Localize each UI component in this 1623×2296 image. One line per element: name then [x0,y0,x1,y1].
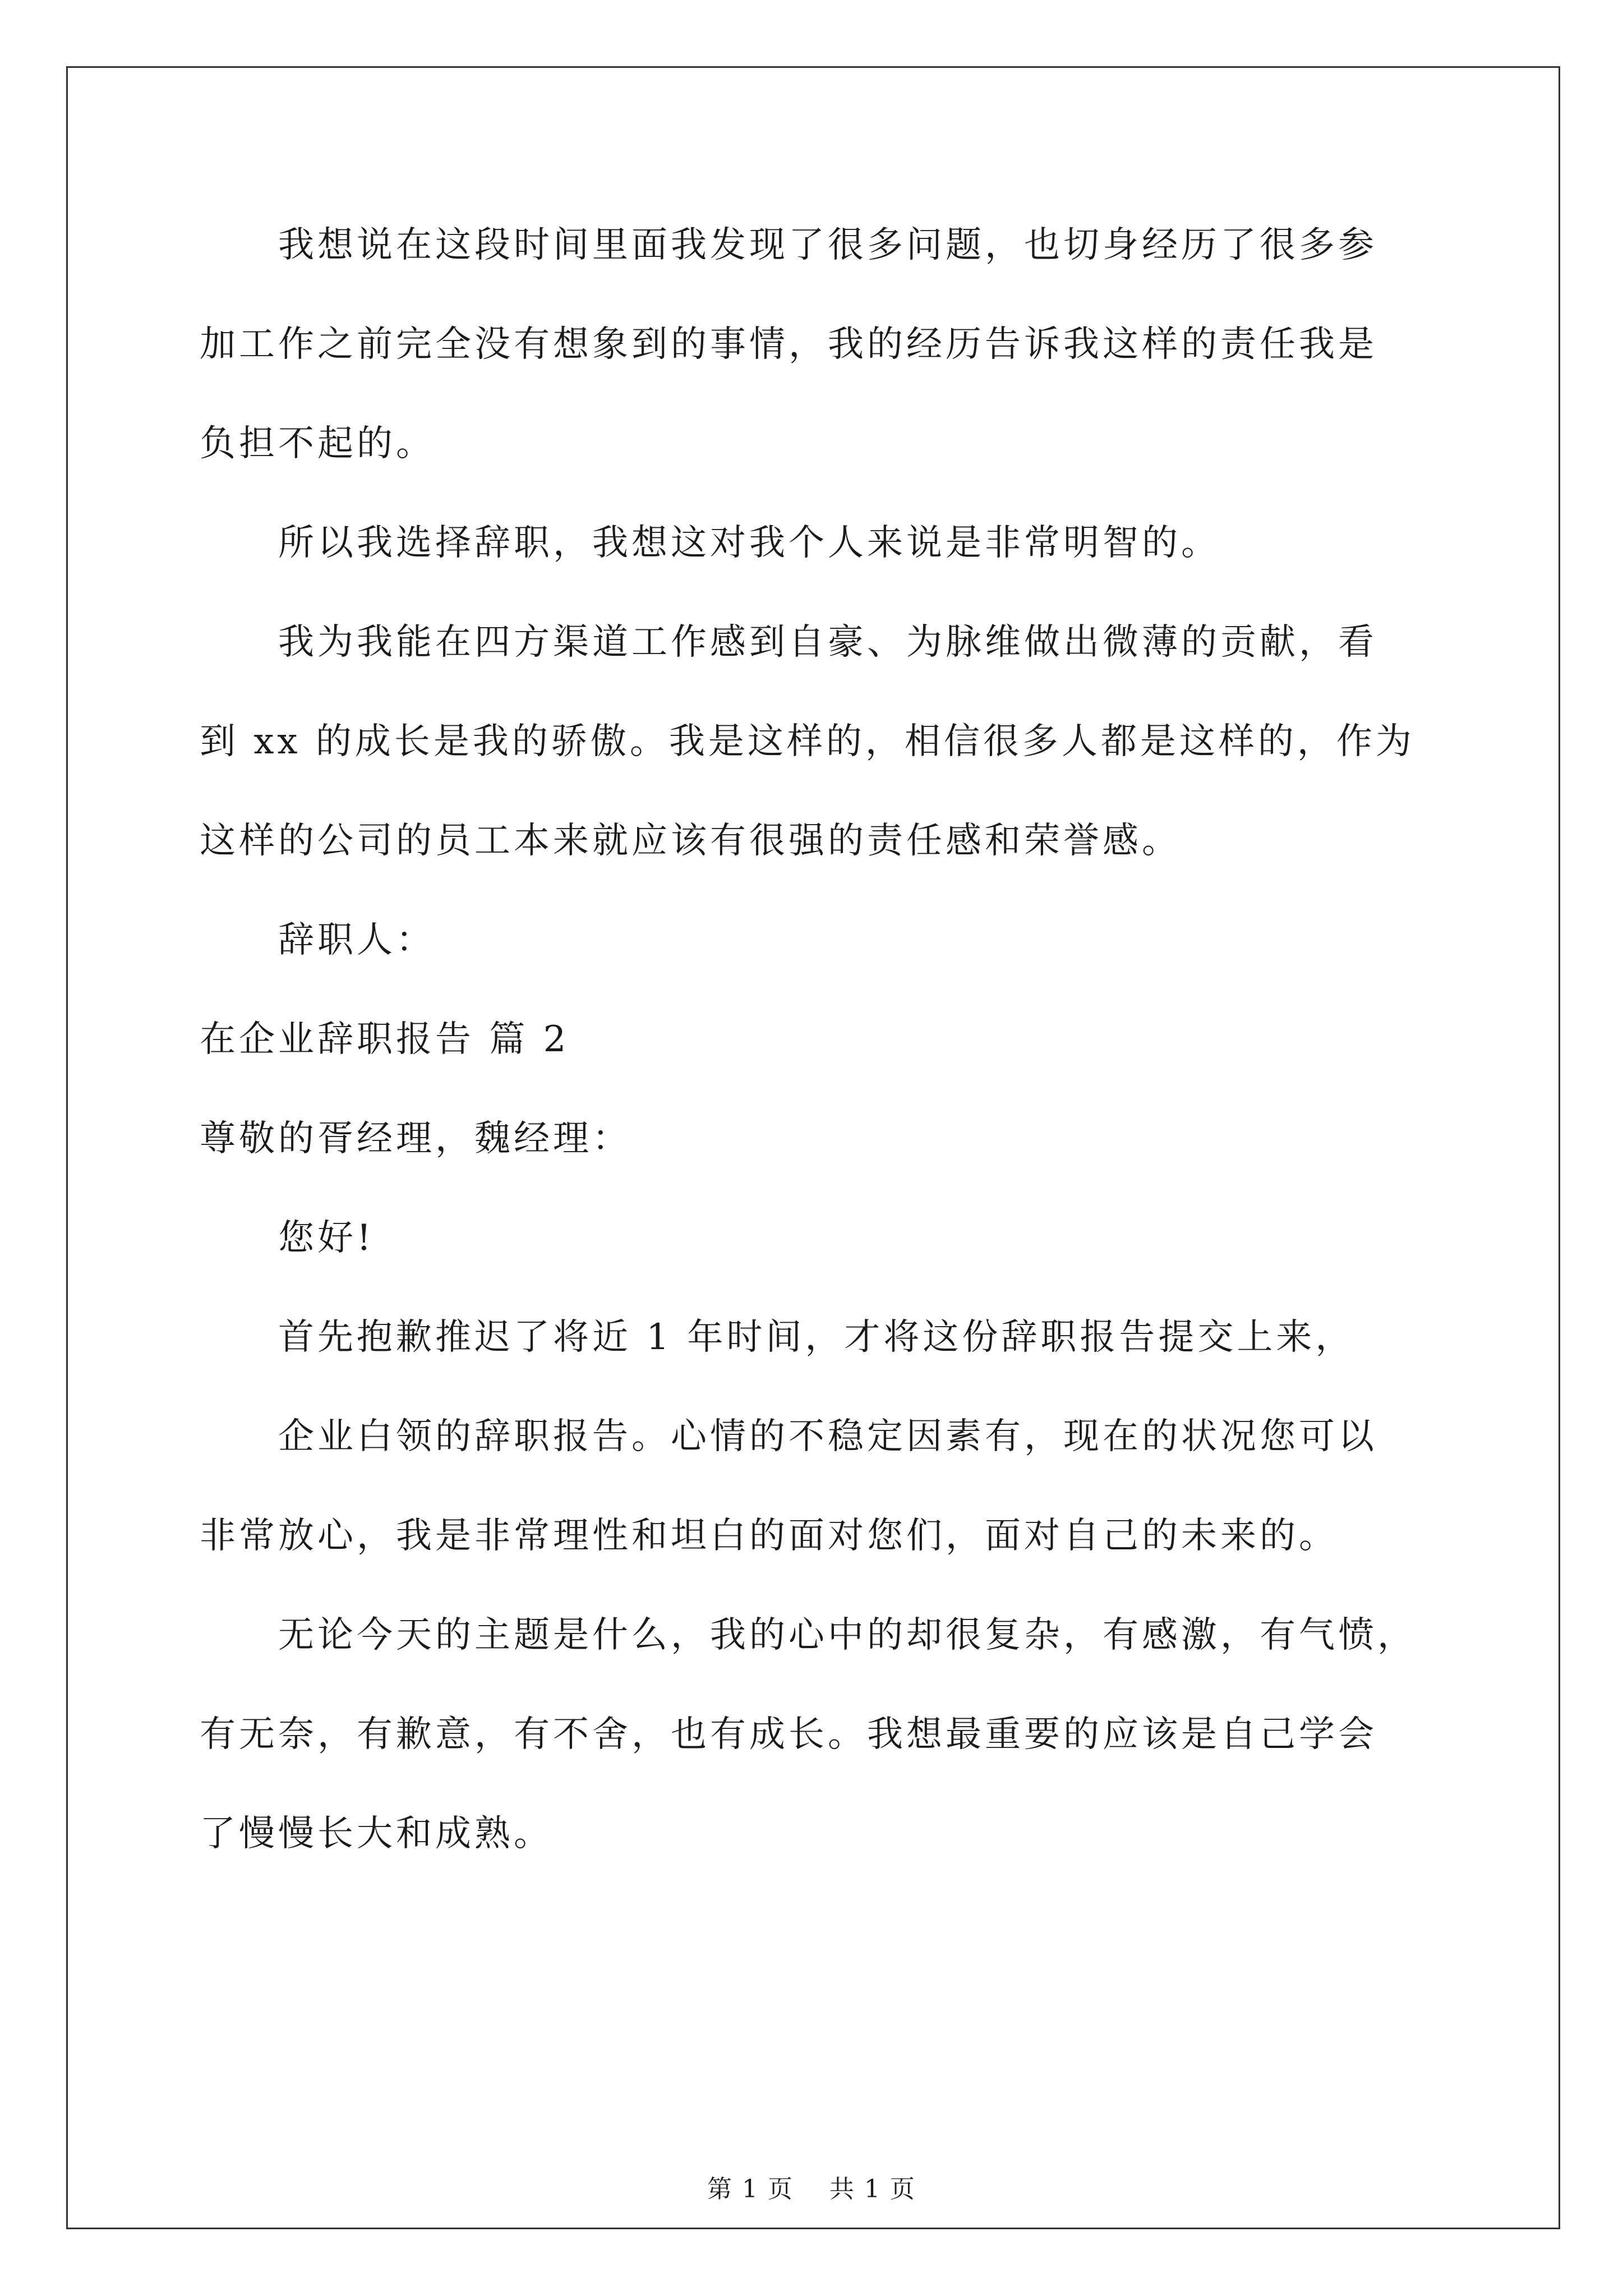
body-line-16: 有无奈，有歉意，有不舍，也有成长。我想最重要的应该是自己学会 [200,1714,1377,1755]
body-line-7: 这样的公司的员工本来就应该有很强的责任感和荣誉感。 [200,820,1181,862]
body-line-5: 我为我能在四方渠道工作感到自豪、为脉维做出微薄的贡献，看 [200,622,1377,663]
salutation: 尊敬的胥经理，魏经理： [200,1118,631,1159]
body-line-12: 首先抱歉推迟了将近 1 年时间，才将这份辞职报告提交上来， [200,1317,1355,1358]
body-line-17: 了慢慢长大和成熟。 [200,1813,553,1855]
body-line-14: 非常放心，我是非常理性和坦白的面对您们，面对自己的未来的。 [200,1515,1338,1557]
body-line-4: 所以我选择辞职，我想这对我个人来说是非常明智的。 [200,522,1220,564]
signature-label: 辞职人： [200,919,435,961]
body-line-6: 到 xx 的成长是我的骄傲。我是这样的，相信很多人都是这样的，作为 [200,721,1415,762]
greeting: 您好! [200,1217,375,1259]
body-line-1: 我想说在这段时间里面我发现了很多问题，也切身经历了很多参 [200,224,1377,266]
body-line-13: 企业白领的辞职报告。心情的不稳定因素有，现在的状况您可以 [200,1416,1377,1457]
body-line-15: 无论今天的主题是什么，我的心中的却很复杂，有感激，有气愤， [200,1614,1417,1656]
section-heading: 在企业辞职报告 篇 2 [200,1019,570,1060]
body-line-2: 加工作之前完全没有想象到的事情，我的经历告诉我这样的责任我是 [200,324,1377,365]
body-line-3: 负担不起的。 [200,423,435,464]
page-number-footer: 第 1 页 共 1 页 [707,2175,916,2203]
